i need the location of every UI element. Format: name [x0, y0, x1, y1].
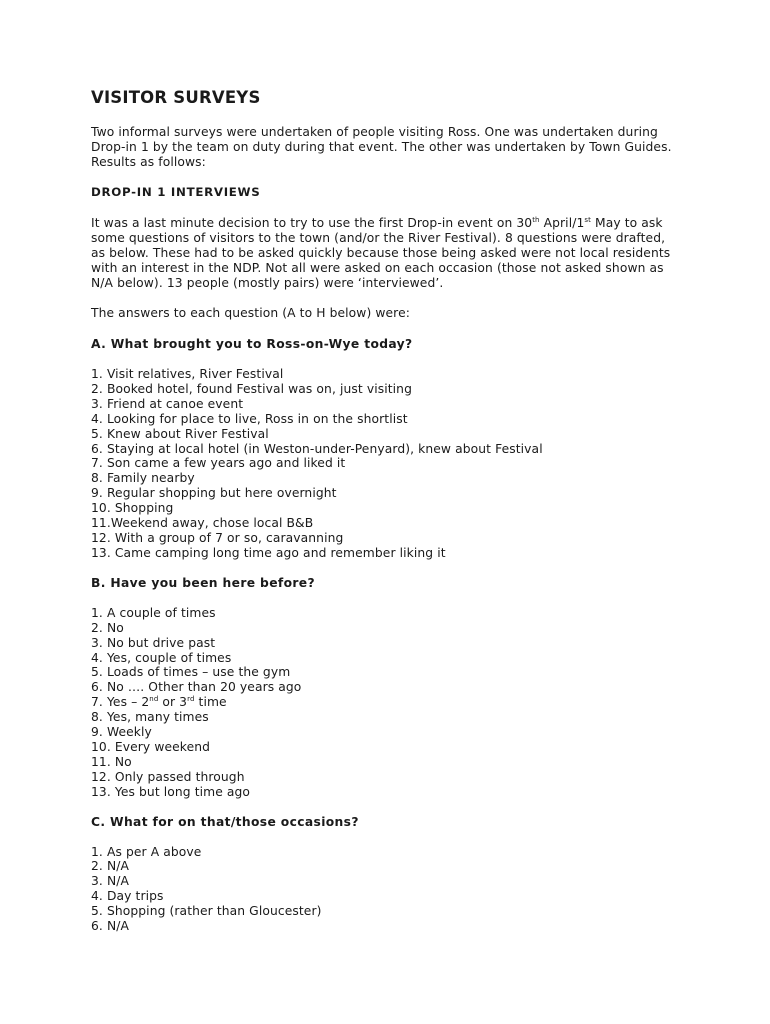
list-item: 9. Regular shopping but here overnight	[91, 486, 337, 501]
list-item: 11. No	[91, 754, 132, 769]
answer-list-a	[91, 367, 681, 561]
list-item: 4. Day trips	[91, 889, 164, 904]
list-item: 11.Weekend away, chose local B&B	[91, 516, 314, 531]
list-item	[91, 695, 681, 710]
list-item: 5. Shopping (rather than Gloucester)	[91, 904, 322, 919]
list-item: 1. A couple of times	[91, 605, 216, 620]
list-item: 6. No …. Other than 20 years ago	[91, 680, 302, 695]
list-item: 6. Staying at local hotel (in Weston-under-Penyard), knew about Festival	[91, 441, 543, 456]
question-heading-a: A. What brought you to Ross-on-Wye today?	[91, 337, 413, 351]
list-item: 8. Yes, many times	[91, 710, 209, 725]
intro-paragraph: Two informal surveys were undertaken of people visiting Ross. One was undertaken during Drop-in 1 by the team on duty during that event. The other was undertaken by Town Guides. Results as follows:	[91, 125, 672, 169]
list-item: 7. Son came a few years ago and liked it	[91, 456, 346, 471]
list-item: 13. Came camping long time ago and remember liking it	[91, 545, 446, 560]
text-run: It was a last minute decision to try to use the first Drop-in event on 30	[91, 216, 533, 230]
list-item: 3. N/A	[91, 874, 129, 889]
list-item: 1. Visit relatives, River Festival	[91, 367, 284, 381]
list-item: 10. Shopping	[91, 501, 174, 516]
answers-intro: The answers to each question (A to H below) were:	[91, 306, 410, 320]
text-run: or 3	[158, 695, 188, 710]
list-item: 4. Yes, couple of times	[91, 650, 232, 665]
list-item: 2. No	[91, 620, 124, 635]
question-heading-c: C. What for on that/those occasions?	[91, 814, 359, 829]
text-run: April/1	[539, 216, 585, 230]
drop-in-paragraph	[91, 216, 681, 291]
text-run: 7. Yes – 2	[91, 695, 150, 710]
text-run: May to ask some questions of visitors to the town (and/or the River Festival). 8 questions were drafted, as below. These had to be asked quickly because those being asked were not local residents with an interest in the NDP. Not all were asked on each occasion (those not asked shown as N/A below). 13 people (mostly pairs) were ‘interviewed’.	[91, 216, 671, 290]
section-heading: DROP-IN 1 INTERVIEWS	[91, 185, 261, 199]
answer-list-c	[91, 845, 681, 934]
list-item: 12. Only passed through	[91, 769, 245, 784]
list-item: 6. N/A	[91, 919, 129, 934]
text-run: time	[194, 695, 227, 710]
answer-list-b	[91, 606, 681, 800]
list-item: 3. No but drive past	[91, 635, 216, 650]
document-content	[91, 87, 681, 949]
page-title: VISITOR SURVEYS	[91, 88, 261, 107]
list-item: 5. Knew about River Festival	[91, 426, 269, 441]
superscript: st	[584, 216, 591, 224]
list-item: 13. Yes but long time ago	[91, 784, 251, 799]
list-item: 5. Loads of times – use the gym	[91, 665, 291, 680]
question-heading-b: B. Have you been here before?	[91, 575, 315, 590]
list-item: 2. Booked hotel, found Festival was on, just visiting	[91, 381, 412, 396]
list-item: 1. As per A above	[91, 844, 202, 859]
list-item: 2. N/A	[91, 859, 129, 874]
superscript: nd	[149, 695, 159, 704]
list-item: 4. Looking for place to live, Ross in on the shortlist	[91, 411, 408, 426]
superscript: rd	[187, 695, 195, 704]
superscript: th	[532, 216, 540, 224]
list-item: 9. Weekly	[91, 725, 152, 740]
list-item: 3. Friend at canoe event	[91, 396, 244, 411]
list-item: 8. Family nearby	[91, 471, 195, 486]
list-item: 10. Every weekend	[91, 739, 211, 754]
list-item: 12. With a group of 7 or so, caravanning	[91, 530, 344, 545]
